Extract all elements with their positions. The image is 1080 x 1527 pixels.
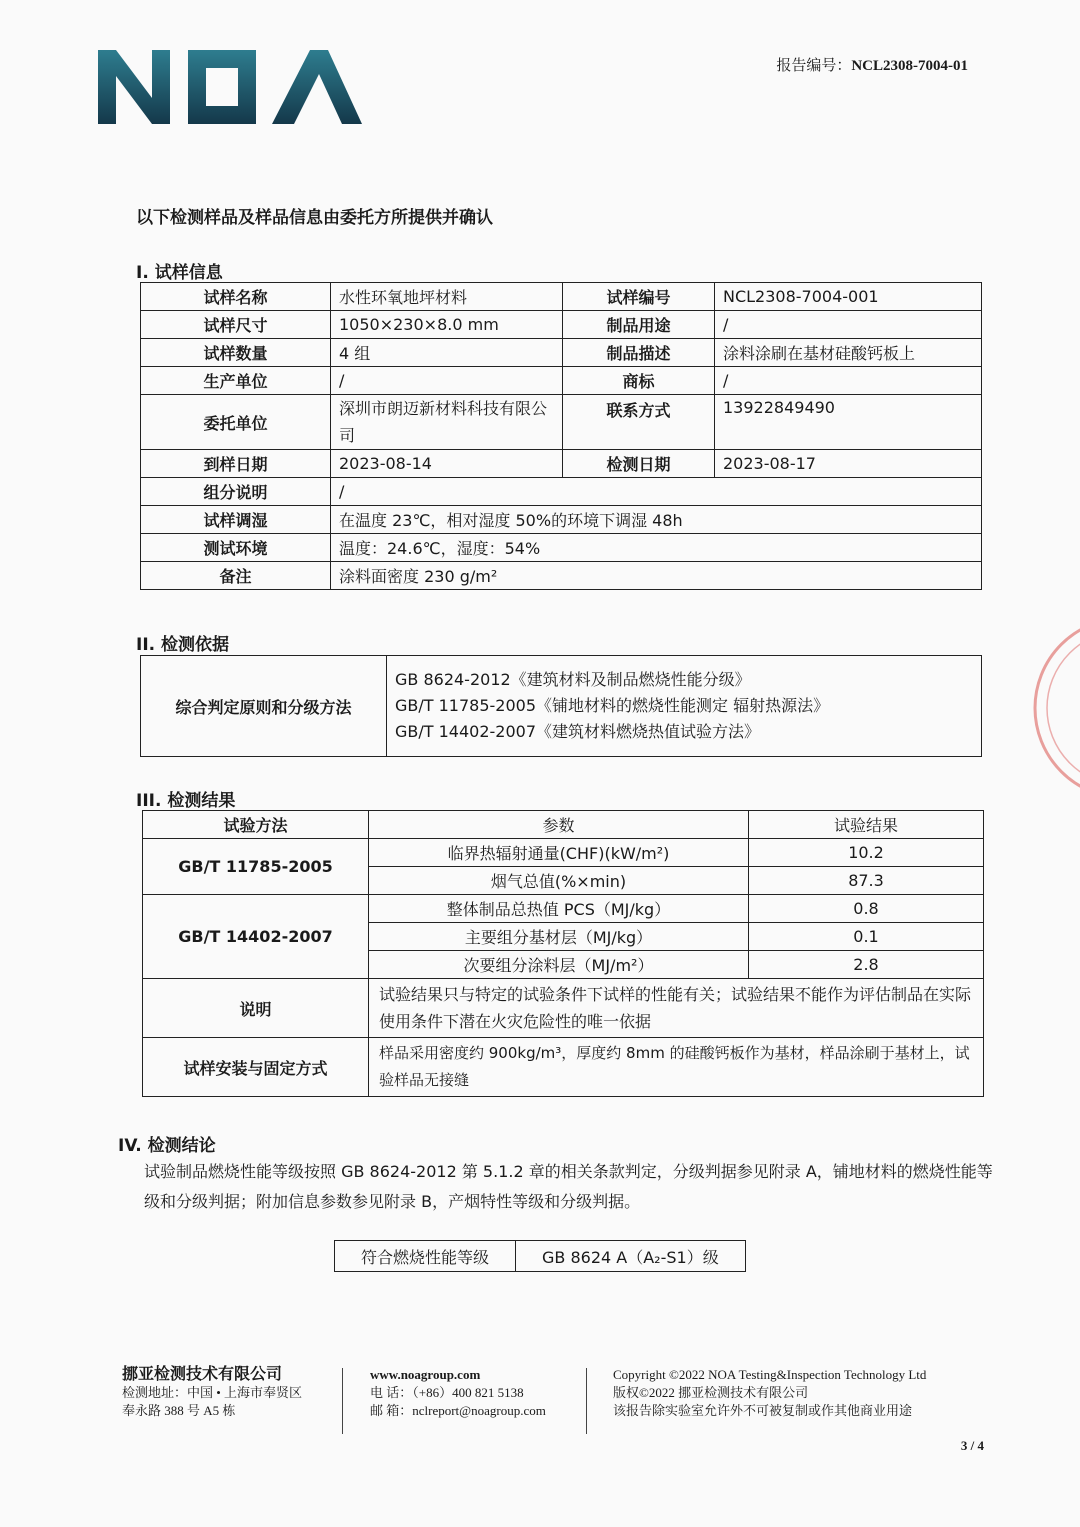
field-label: 试样数量 [141, 339, 331, 367]
note-text: 试验结果只与特定的试验条件下试样的性能有关；试验结果不能作为评估制品在实际使用条件下潜在火灾危险性的唯一依据 [369, 979, 984, 1038]
footer-company [122, 1366, 302, 1420]
field-value: 1050×230×8.0 mm [331, 311, 563, 339]
field-label: 组分说明 [141, 478, 331, 506]
table-row [141, 339, 982, 367]
address-line: 奉永路 388 号 A5 栋 [122, 1403, 236, 1418]
table-row [335, 1241, 746, 1272]
result-value: 10.2 [749, 839, 984, 867]
result-value: 0.8 [749, 895, 984, 923]
field-value: / [715, 311, 982, 339]
result-value: 2.8 [749, 951, 984, 979]
table-row [141, 450, 982, 478]
phone-number: 电 话：（+86）400 821 5138 [370, 1385, 524, 1400]
section-title-test-results: III. 检测结果 [136, 791, 236, 811]
field-label: 试样编号 [563, 283, 715, 311]
field-label: 试样名称 [141, 283, 331, 311]
grade-label: 符合燃烧性能等级 [335, 1241, 516, 1272]
column-header: 参数 [369, 811, 749, 839]
field-value: NCL2308-7004-001 [715, 283, 982, 311]
parameter: 整体制品总热值 PCS（MJ/kg） [369, 895, 749, 923]
field-label: 检测日期 [563, 450, 715, 478]
field-label: 测试环境 [141, 534, 331, 562]
address-line: 检测地址：中国 • 上海市奉贤区 [122, 1385, 303, 1400]
field-label: 生产单位 [141, 367, 331, 395]
report-number [776, 54, 968, 75]
field-label: 试样尺寸 [141, 311, 331, 339]
note-label: 说明 [143, 979, 369, 1038]
field-label: 试样调湿 [141, 506, 331, 534]
report-number-value: NCL2308-7004-01 [851, 58, 968, 74]
note-label: 试样安装与固定方式 [143, 1038, 369, 1097]
intro-statement: 以下检测样品及样品信息由委托方所提供并确认 [136, 208, 493, 228]
parameter: 临界热辐射通量(CHF)(kW/m²) [369, 839, 749, 867]
standard-item: GB 8624-2012《建筑材料及制品燃烧性能分级》 [395, 670, 751, 689]
result-value: 87.3 [749, 867, 984, 895]
conclusion-text: 试验制品燃烧性能等级按照 GB 8624-2012 第 5.1.2 章的相关条款判定，分级判据参见附录 A，铺地材料的燃烧性能等级和分级判据；附加信息参数参见附录 B，产烟特性等级和分级判据。 [144, 1162, 993, 1211]
table-row [141, 283, 982, 311]
grade-table [334, 1240, 746, 1272]
section-title-conclusion: IV. 检测结论 [118, 1136, 216, 1156]
field-value: 涂料面密度 230 g/m² [331, 562, 982, 590]
field-value: 温度：24.6℃，湿度：54% [331, 534, 982, 562]
company-name: 挪亚检测技术有限公司 [122, 1366, 283, 1383]
page-number: 3 / 4 [960, 1438, 984, 1453]
test-basis-table [140, 655, 982, 757]
noa-logo [96, 46, 364, 126]
email-address: 邮 箱：nclreport@noagroup.com [370, 1403, 546, 1418]
parameter: 主要组分基材层（MJ/kg） [369, 923, 749, 951]
field-label: 商标 [563, 367, 715, 395]
table-row [143, 1038, 984, 1097]
table-row [143, 979, 984, 1038]
test-method: GB/T 14402-2007 [143, 895, 369, 979]
table-row [141, 311, 982, 339]
seal-stamp [1030, 598, 1080, 828]
field-value: 水性环氧地坪材料 [331, 283, 563, 311]
field-value: 2023-08-17 [715, 450, 982, 478]
table-row [141, 367, 982, 395]
field-label: 制品用途 [563, 311, 715, 339]
footer-contact [370, 1366, 546, 1420]
basis-label: 综合判定原则和分级方法 [141, 656, 387, 757]
table-row [141, 506, 982, 534]
sample-info-table [140, 282, 982, 590]
parameter: 烟气总值(%×min) [369, 867, 749, 895]
standards-list [387, 656, 982, 757]
table-row [143, 839, 984, 867]
section-title-test-basis: II. 检测依据 [136, 635, 230, 655]
table-row [141, 656, 982, 757]
field-value: / [331, 478, 982, 506]
table-header-row [143, 811, 984, 839]
field-value: 4 组 [331, 339, 563, 367]
footer-divider [586, 1368, 587, 1434]
website-link: www.noagroup.com [370, 1367, 481, 1382]
copyright-cn: 版权©2022 挪亚检测技术有限公司 [613, 1385, 809, 1400]
column-header: 试验结果 [749, 811, 984, 839]
standard-item: GB/T 11785-2005《铺地材料的燃烧性能测定 辐射热源法》 [395, 696, 830, 715]
test-method: GB/T 11785-2005 [143, 839, 369, 895]
report-number-label: 报告编号： [776, 58, 852, 74]
field-value: / [331, 367, 563, 395]
footer-divider [342, 1368, 343, 1434]
table-row [141, 562, 982, 590]
field-label: 委托单位 [141, 395, 331, 450]
table-row [141, 395, 982, 450]
column-header: 试验方法 [143, 811, 369, 839]
usage-notice: 该报告除实验室允许外不可被复制或作其他商业用途 [613, 1403, 913, 1418]
footer-copyright [613, 1366, 926, 1420]
field-value: 2023-08-14 [331, 450, 563, 478]
note-text: 样品采用密度约 900kg/m³，厚度约 8mm 的硅酸钙板作为基材，样品涂刷于基材上，试验样品无接缝 [369, 1038, 984, 1097]
field-label: 制品描述 [563, 339, 715, 367]
result-value: 0.1 [749, 923, 984, 951]
grade-value: GB 8624 A（A₂-S1）级 [516, 1241, 746, 1272]
field-label: 联系方式 [563, 395, 715, 450]
test-results-table [142, 810, 984, 1097]
field-value: 13922849490 [715, 395, 982, 450]
field-value: 深圳市朗迈新材料科技有限公司 [331, 395, 563, 450]
standard-item: GB/T 14402-2007《建筑材料燃烧热值试验方法》 [395, 722, 761, 741]
field-label: 备注 [141, 562, 331, 590]
field-value: 在温度 23℃，相对湿度 50%的环境下调湿 48h [331, 506, 982, 534]
copyright-en: Copyright ©2022 NOA Testing&Inspection Technology Ltd [613, 1367, 927, 1382]
table-row [141, 478, 982, 506]
field-value: 涂料涂刷在基材硅酸钙板上 [715, 339, 982, 367]
parameter: 次要组分涂料层（MJ/m²） [369, 951, 749, 979]
field-value: / [715, 367, 982, 395]
table-row [143, 895, 984, 923]
section-title-sample-info: I. 试样信息 [136, 263, 223, 283]
table-row [141, 534, 982, 562]
field-label: 到样日期 [141, 450, 331, 478]
